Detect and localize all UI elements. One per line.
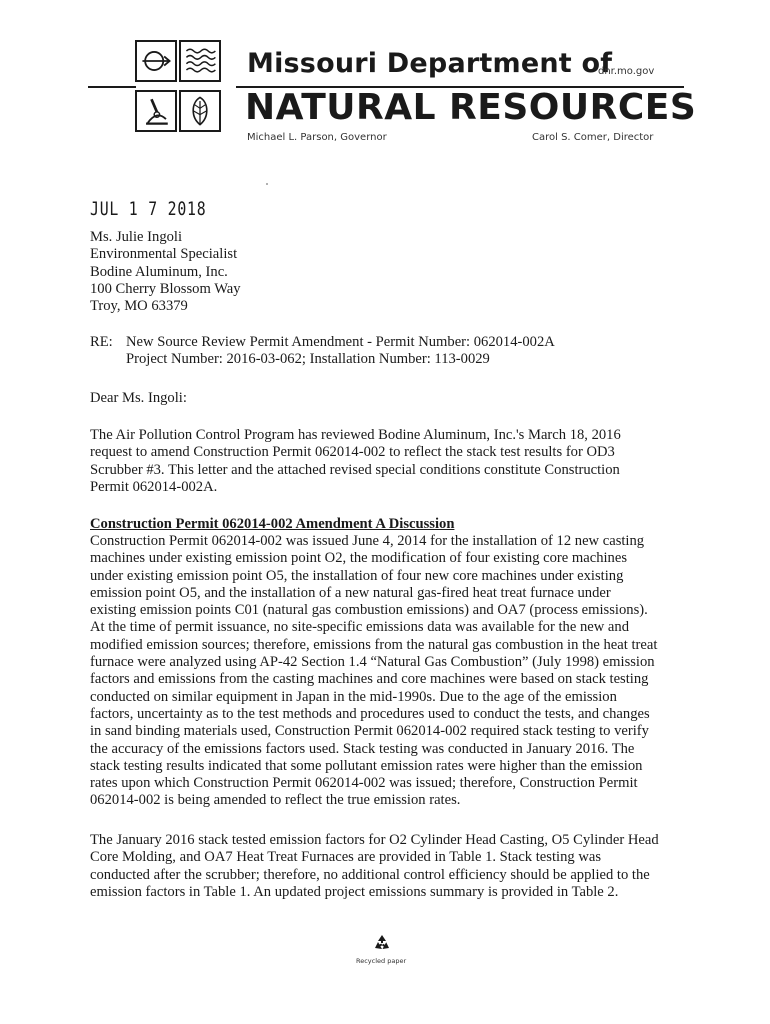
microscope-icon <box>135 90 177 132</box>
department-name-line1: Missouri Department of <box>247 48 613 79</box>
compass-arrow-icon <box>135 40 177 82</box>
paragraph-line: under existing emission point O5, the installation of four new core machines under existing <box>90 567 624 584</box>
paragraph-line: conducted after the scrubber; therefore, no additional control efficiency should be applied to the <box>90 866 650 883</box>
paragraph-line: The Air Pollution Control Program has reviewed Bodine Aluminum, Inc.'s March 18, 2016 <box>90 427 621 443</box>
paragraph-line: factors and emissions from the casting machines and core machines were based on stack testing <box>90 671 649 688</box>
paragraph-discussion <box>90 533 686 810</box>
recipient-line: Ms. Julie Ingoli <box>90 229 183 245</box>
letterhead-rule-left <box>88 86 136 88</box>
paragraph-line: request to amend Construction Permit 062014-002 to reflect the stack test results for OD3 <box>90 444 615 461</box>
subject-block <box>90 334 555 369</box>
paragraph-line: the accuracy of the emissions factors used. Stack testing was conducted in January 2016. The <box>90 740 635 757</box>
paragraph-line: modified emission sources; therefore, emissions from the natural gas combustion in the heat treat <box>90 636 658 653</box>
paragraph-test-results <box>90 832 686 901</box>
paragraph-line: furnace were analyzed using AP-42 Section 1.4 “Natural Gas Combustion” (July 1998) emission <box>90 654 655 671</box>
paragraph-line: existing emission points C01 (natural gas combustion emissions) and OA7 (process emissions). <box>90 602 648 619</box>
paragraph-line: Permit 062014-002A. <box>90 478 218 495</box>
paragraph-line: The January 2016 stack tested emission factors for O2 Cylinder Head Casting, O5 Cylinder Head <box>90 832 659 848</box>
paragraph-line: emission point O5, and the installation of a new natural gas-fired heat treat furnace under <box>90 584 611 601</box>
governor-name: Michael L. Parson, Governor <box>247 132 387 143</box>
department-website: dnr.mo.gov <box>598 66 655 77</box>
department-name-line2: NATURAL RESOURCES <box>245 87 697 128</box>
paragraph-line: rates upon which Construction Permit 062014-002 was issued; therefore, Construction Permit <box>90 775 638 792</box>
salutation: Dear Ms. Ingoli: <box>90 390 187 406</box>
subject-label: RE: <box>90 334 113 350</box>
recipient-line: Bodine Aluminum, Inc. <box>90 263 228 280</box>
recipient-line: Troy, MO 63379 <box>90 298 188 315</box>
water-waves-icon <box>179 40 221 82</box>
subject-line: New Source Review Permit Amendment - Permit Number: 062014-002A <box>126 334 555 350</box>
recipient-address <box>90 229 241 315</box>
director-name: Carol S. Comer, Director <box>532 132 654 143</box>
subject-line: Project Number: 2016-03-062; Installation Number: 113-0029 <box>126 351 490 368</box>
section-heading: Construction Permit 062014-002 Amendment A Discussion <box>90 516 455 532</box>
paragraph-line: Core Molding, and OA7 Heat Treat Furnaces are provided in Table 1. Stack testing was <box>90 849 602 866</box>
date-stamp: JUL 1 7 2018 <box>90 198 207 220</box>
paragraph-line: Scrubber #3. This letter and the attached revised special conditions constitute Construction <box>90 461 620 478</box>
recipient-line: Environmental Specialist <box>90 246 238 263</box>
recycle-icon <box>372 933 392 953</box>
paragraph-line: emission factors in Table 1. An updated project emissions summary is provided in Table 2. <box>90 883 619 900</box>
paragraph-line: in sand binding materials used, Construction Permit 062014-002 required stack testing to verify <box>90 723 649 740</box>
leaf-icon <box>179 90 221 132</box>
paragraph-intro <box>90 427 680 496</box>
paragraph-line: stack testing results indicated that some pollutant emission rates were higher than the emission <box>90 757 643 774</box>
paragraph-line: Construction Permit 062014-002 was issued June 4, 2014 for the installation of 12 new casting <box>90 533 645 549</box>
paragraph-line: factors, uncertainty as to the test methods and procedures used to conduct the tests, and changes <box>90 705 650 722</box>
paragraph-line: machines under existing emission point O2, the modification of four existing core machines <box>90 550 628 567</box>
paragraph-line: 062014-002 is being amended to reflect the true emission rates. <box>90 792 461 809</box>
paragraph-line: conducted on similar equipment in Japan in the mid-1990s. Due to the age of the emission <box>90 688 617 705</box>
recipient-line: 100 Cherry Blossom Way <box>90 280 241 297</box>
paragraph-line: At the time of permit issuance, no site-specific emissions data was available for the new and <box>90 619 629 636</box>
dnr-logo <box>135 40 235 140</box>
recycled-paper-label: Recycled paper <box>356 957 407 965</box>
speck <box>266 183 268 185</box>
